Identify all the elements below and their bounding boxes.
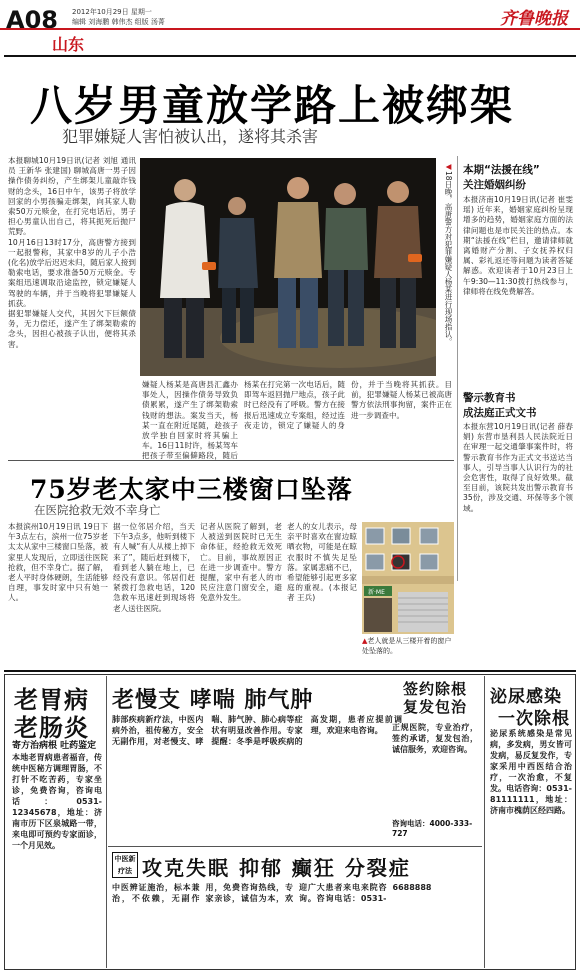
ad4-title-2: 一次除根	[498, 709, 570, 729]
ad5-title: 攻克失眠 抑郁 癫狂 分裂症	[142, 856, 411, 880]
ad-divider-2	[484, 676, 485, 968]
ad5-badge-text: 中医新疗法	[114, 855, 136, 875]
building-photo	[362, 522, 454, 634]
ad-divider-1	[106, 676, 107, 968]
story1-headline: 八岁男童放学路上被绑架	[30, 81, 515, 130]
ad1-title-2: 老肠炎	[14, 713, 89, 742]
arrest-photo	[140, 158, 436, 376]
sidebar-title-2: 关注婚姻纠纷	[463, 179, 526, 191]
ad1-body: 本地老胃病患者福音，传统中医秘方调理胃肠，不打针不吃苦药，专家坐诊，免费咨询，咨询电话：0531-12345678，地址：济南市历下区泉城路一带，来电即可预约专家面诊，一个月见效。	[12, 753, 102, 850]
story1-column-1	[8, 156, 136, 460]
story2-subhead: 在医院抢救无效不幸身亡	[34, 503, 161, 517]
caption-marker: ◀	[444, 162, 453, 171]
ad2-title: 老慢支 哮喘 肺气肿	[112, 687, 314, 713]
ad5-badge	[112, 852, 138, 878]
ad1-subtitle: 寄方治病根 吐药鉴定	[12, 741, 97, 751]
page-number: A08	[6, 6, 58, 34]
building-caption	[362, 636, 454, 656]
date-line: 2012年10月29日 星期一	[72, 8, 152, 16]
story2-column-1: 本报滨州10月19日讯 19日下午3点左右，滨州一位75岁老太太从家中三楼窗口坠落，被家里人发现后，立即送往医院抢救，但不幸身亡。据了解，老人平时身体硬朗，生活能够自理，事发时家中只有她一人。	[8, 522, 108, 603]
sidebar-body-2: 本报东营10月19日讯(记者 薛春娟) 东营市垦利县人民法院近日在审理一起交通肇事案件时，将警示教育书作为正式文书送达当事人，引导当事人认识行为的社会危害性，取得了良好效果。截至目前，该院共发出警示教育书35份，涉及交通、环保等多个领域。	[463, 422, 573, 513]
ad5-top-rule	[108, 846, 482, 847]
ad4-title-1: 泌尿感染	[490, 687, 562, 707]
story2-top-rule	[8, 460, 454, 461]
ad3-phone: 咨询电话：4000-333-727	[392, 819, 473, 838]
section-bar	[0, 28, 580, 50]
story2-headline: 75岁老太家中三楼窗口坠落	[30, 475, 353, 504]
ads-top-rule	[4, 670, 576, 672]
story1-divider-vertical	[457, 156, 458, 581]
building-caption-text: 老人就是从三楼开着的窗户处坠落的。	[362, 637, 452, 655]
sidebar-body-1: 本报济南10月19日讯(记者 崔雯瑶) 近年来，婚姻家庭纠纷呈现增多的趋势，婚姻家庭方面的法律问题也是市民关注的热点。本期“法援在线”栏目，邀请律师就离婚财产分割、子女抚养权归属、彩礼返还等问题为读者答疑解惑。欢迎读者于10月23日上午9:30—11:30拨打热线参与，律师将在线免费解答。	[463, 195, 573, 296]
story1-para-2: 10月16日13时17分，高唐警方接到一起报警称，其家中8岁的儿子小浩(化名)放学后迟迟未归，随后家人接到勒索电话，要求准备50万元赎金。专案组迅速调取沿途监控，锁定嫌疑人驾驶的车辆，并于当晚将犯罪嫌疑人抓获。	[8, 237, 136, 308]
sidebar-title-4: 成法庭正式文书	[463, 407, 537, 419]
masthead-logo: 齐鲁晚报	[500, 9, 568, 29]
ad5-body-text: 中医辨证施治，标本兼治，不依赖，无副作用，免费咨询热线，专家亲诊，诚信为本，欢迎广大患者来电来院咨询。咨询电话：0531-6688888	[112, 883, 432, 903]
photo-caption-vertical	[440, 162, 454, 372]
building-caption-marker: ▲	[362, 637, 368, 645]
ad3-body: 正规医院，专业治疗，签约承诺，复发包治，诚信服务，欢迎咨询。	[392, 723, 478, 754]
arrest-photo-scene	[140, 158, 436, 376]
story2-column-2: 据一位邻居介绍，当天下午3点多，他听到楼下有人喊“有人从楼上掉下来了”，随后赶到楼下，看到老人躺在地上，已经没有意识。邻居们赶紧拨打急救电话，120急救车迅速赶到现场将老人送往医院。	[113, 522, 195, 613]
story1-para-3: 据犯罪嫌疑人交代，其因欠下巨额债务，无力偿还，遂产生了绑架勒索的念头，因担心被孩子认出，便将其杀害。	[8, 309, 136, 349]
story2-column-3: 记者从医院了解到，老人被送到医院时已无生命体征，经抢救无效死亡。目前，事故原因正在进一步调查中。警方提醒，家中有老人的市民应注意门窗安全，避免意外发生。	[200, 522, 282, 603]
ad1-title-1: 老胃病	[14, 685, 89, 714]
story1-column-2: 嫌疑人杨某是高唐县汇鑫办事处人，因操作债务导致负债累累，遂产生了绑架勒索钱财的想法。案发当天，杨某一直在附近尾随，趁孩子放学独自回家时将其骗上车。16日11时许，杨某驾车把孩子带至偏僻路段，随后	[142, 380, 238, 460]
ad5-body	[112, 882, 480, 966]
building-photo-scene	[362, 522, 454, 634]
story1-lead: 本报聊城10月19日讯(记者 刘旭 通讯员 王新华 张建国) 聊城高唐一男子因操作债务纠纷，产生绑架儿童敲诈钱财的念头，16日中午，该男子将放学回家的小男孩骗走绑架，向其家人勒索50万元赎金，在打完电话后，男子担心男童认出自己，将其扼死后抛尸荒野。	[8, 156, 136, 237]
ad4-body: 泌尿系统感染是常见病，多发病，男女皆可发病，易反复发作，专家采用中西医结合治疗，一次治愈，不复发。电话咨询：0531-81111111，地址：济南市槐荫区经四路。	[490, 729, 572, 815]
story2-column-4: 老人的女儿表示，母亲平时喜欢在窗边晾晒衣物，可能是在晾衣服时不慎失足坠落。家属悲痛不已，希望能够引起更多家庭的重视。(本报记者 王兵)	[287, 522, 357, 603]
caption-text: 18日晚，高唐警方对犯罪嫌疑人杨某进行现场指认。	[444, 171, 453, 346]
ad2-body	[112, 714, 402, 842]
ad2-body-text: 肺部疾病新疗法，中医内病外治，祖传秘方，安全无副作用，对老慢支、哮喘、肺气肿、肺心病等症状有明显改善作用。专家提醒：冬季是呼吸疾病的高发期，患者应提前调理，欢迎来电咨询。	[112, 715, 402, 746]
section-rule	[4, 55, 576, 57]
sidebar-title-1: 本期“法援在线”	[463, 164, 540, 176]
sidebar-title-3: 警示教育书	[463, 392, 516, 404]
story1-subhead: 犯罪嫌疑人害怕被认出，遂将其杀害	[62, 127, 319, 146]
ad3-title: 签约除根 复发包治	[402, 680, 467, 716]
story1-column-3: 杨某在打完第一次电话后，随即驾车返回抛尸地点，孩子此时已经没有了呼吸。警方在接报后迅速成立专案组，经过连夜走访，锁定了嫌疑人的身份，并于当晚将其抓获。目前，犯罪嫌疑人杨某已被高唐警方依法刑事拘留，案件正在进一步调查中。	[244, 380, 452, 430]
shop-sign: 新·ME	[368, 589, 385, 596]
editor-line: 编辑 刘海鹏 韩伟杰 组版 汤菁	[72, 18, 165, 26]
section-title: 山东	[52, 35, 85, 54]
